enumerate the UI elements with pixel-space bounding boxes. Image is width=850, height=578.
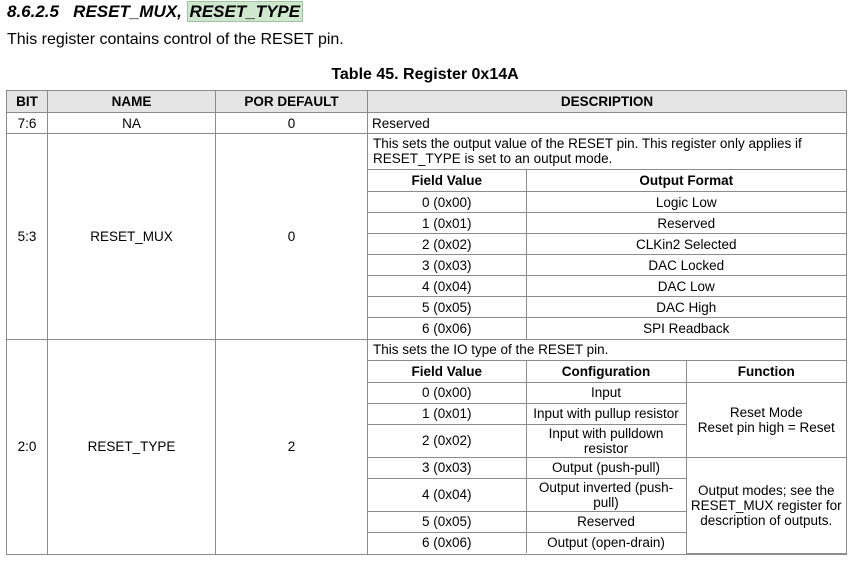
output-format: Logic Low [526, 192, 846, 213]
header-name: NAME [48, 91, 216, 113]
field-value: 5 (0x05) [368, 511, 526, 532]
description-cell [368, 339, 847, 554]
function-output-modes: Output modes; see the RESET_MUX register for description of outputs. [686, 457, 846, 553]
function-reset-line1: Reset Mode [729, 404, 803, 420]
list-item [368, 255, 846, 276]
output-format: SPI Readback [526, 318, 846, 339]
field-value: 3 (0x03) [368, 255, 526, 276]
list-item [368, 318, 846, 339]
field-value: 0 (0x00) [368, 382, 526, 403]
section-title-reset-mux: RESET_MUX, [73, 2, 182, 21]
list-item [368, 234, 846, 255]
output-format-table [368, 169, 846, 339]
configuration: Output (open-drain) [526, 532, 686, 553]
name-cell: RESET_MUX [48, 134, 216, 340]
configuration: Input [526, 382, 686, 403]
field-value: 5 (0x05) [368, 297, 526, 318]
list-item [368, 457, 846, 478]
section-title-reset-type-highlight: RESET_TYPE [187, 1, 304, 22]
bit-cell: 5:3 [7, 134, 48, 340]
table-caption: Table 45. Register 0x14A [331, 66, 519, 83]
field-value: 1 (0x01) [368, 403, 526, 424]
function-reset-mode [686, 382, 846, 457]
list-item [368, 382, 846, 403]
bit-cell: 7:6 [7, 113, 48, 134]
col-field-value: Field Value [368, 170, 526, 192]
configuration: Output inverted (push-pull) [526, 478, 686, 511]
description-cell [368, 134, 847, 340]
list-item [368, 213, 846, 234]
reset-mux-description: This sets the output value of the RESET pin. This register only applies if RESET_TYPE is set to an output mode. [373, 136, 802, 166]
header-bit: BIT [7, 91, 48, 113]
table-row-na [7, 113, 847, 134]
table-row-reset-mux [7, 134, 847, 340]
configuration: Input with pulldown resistor [526, 424, 686, 457]
col-function: Function [686, 360, 846, 382]
field-value: 6 (0x06) [368, 532, 526, 553]
field-value: 6 (0x06) [368, 318, 526, 339]
field-value: 4 (0x04) [368, 478, 526, 511]
por-cell: 2 [216, 339, 368, 554]
output-format: Reserved [526, 213, 846, 234]
section-heading [7, 2, 303, 22]
table-row-reset-type [7, 339, 847, 554]
list-item [368, 276, 846, 297]
output-format: DAC Low [526, 276, 846, 297]
bit-cell: 2:0 [7, 339, 48, 554]
por-cell: 0 [216, 113, 368, 134]
col-configuration: Configuration [526, 360, 686, 382]
output-format: DAC Locked [526, 255, 846, 276]
field-value: 2 (0x02) [368, 234, 526, 255]
list-item [368, 192, 846, 213]
function-reset-line2: Reset pin high = Reset [697, 419, 835, 435]
col-field-value: Field Value [368, 360, 526, 382]
header-description: DESCRIPTION [368, 91, 847, 113]
intro-text: This register contains control of the RESET pin. [7, 31, 344, 48]
field-value: 2 (0x02) [368, 424, 526, 457]
configuration: Output (push-pull) [526, 457, 686, 478]
field-value: 3 (0x03) [368, 457, 526, 478]
configuration-table [368, 360, 846, 554]
field-value: 1 (0x01) [368, 213, 526, 234]
register-table-header [7, 91, 847, 113]
name-cell: RESET_TYPE [48, 339, 216, 554]
por-cell: 0 [216, 134, 368, 340]
reset-type-description: This sets the IO type of the RESET pin. [373, 341, 609, 357]
configuration: Input with pullup resistor [526, 403, 686, 424]
header-por-default: POR DEFAULT [216, 91, 368, 113]
name-cell: NA [48, 113, 216, 134]
field-value: 4 (0x04) [368, 276, 526, 297]
col-output-format: Output Format [526, 170, 846, 192]
section-number: 8.6.2.5 [7, 2, 59, 21]
field-value: 0 (0x00) [368, 192, 526, 213]
configuration: Reserved [526, 511, 686, 532]
output-format: CLKin2 Selected [526, 234, 846, 255]
list-item [368, 297, 846, 318]
output-format: DAC High [526, 297, 846, 318]
register-table [6, 90, 847, 555]
description-cell: Reserved [368, 113, 847, 134]
